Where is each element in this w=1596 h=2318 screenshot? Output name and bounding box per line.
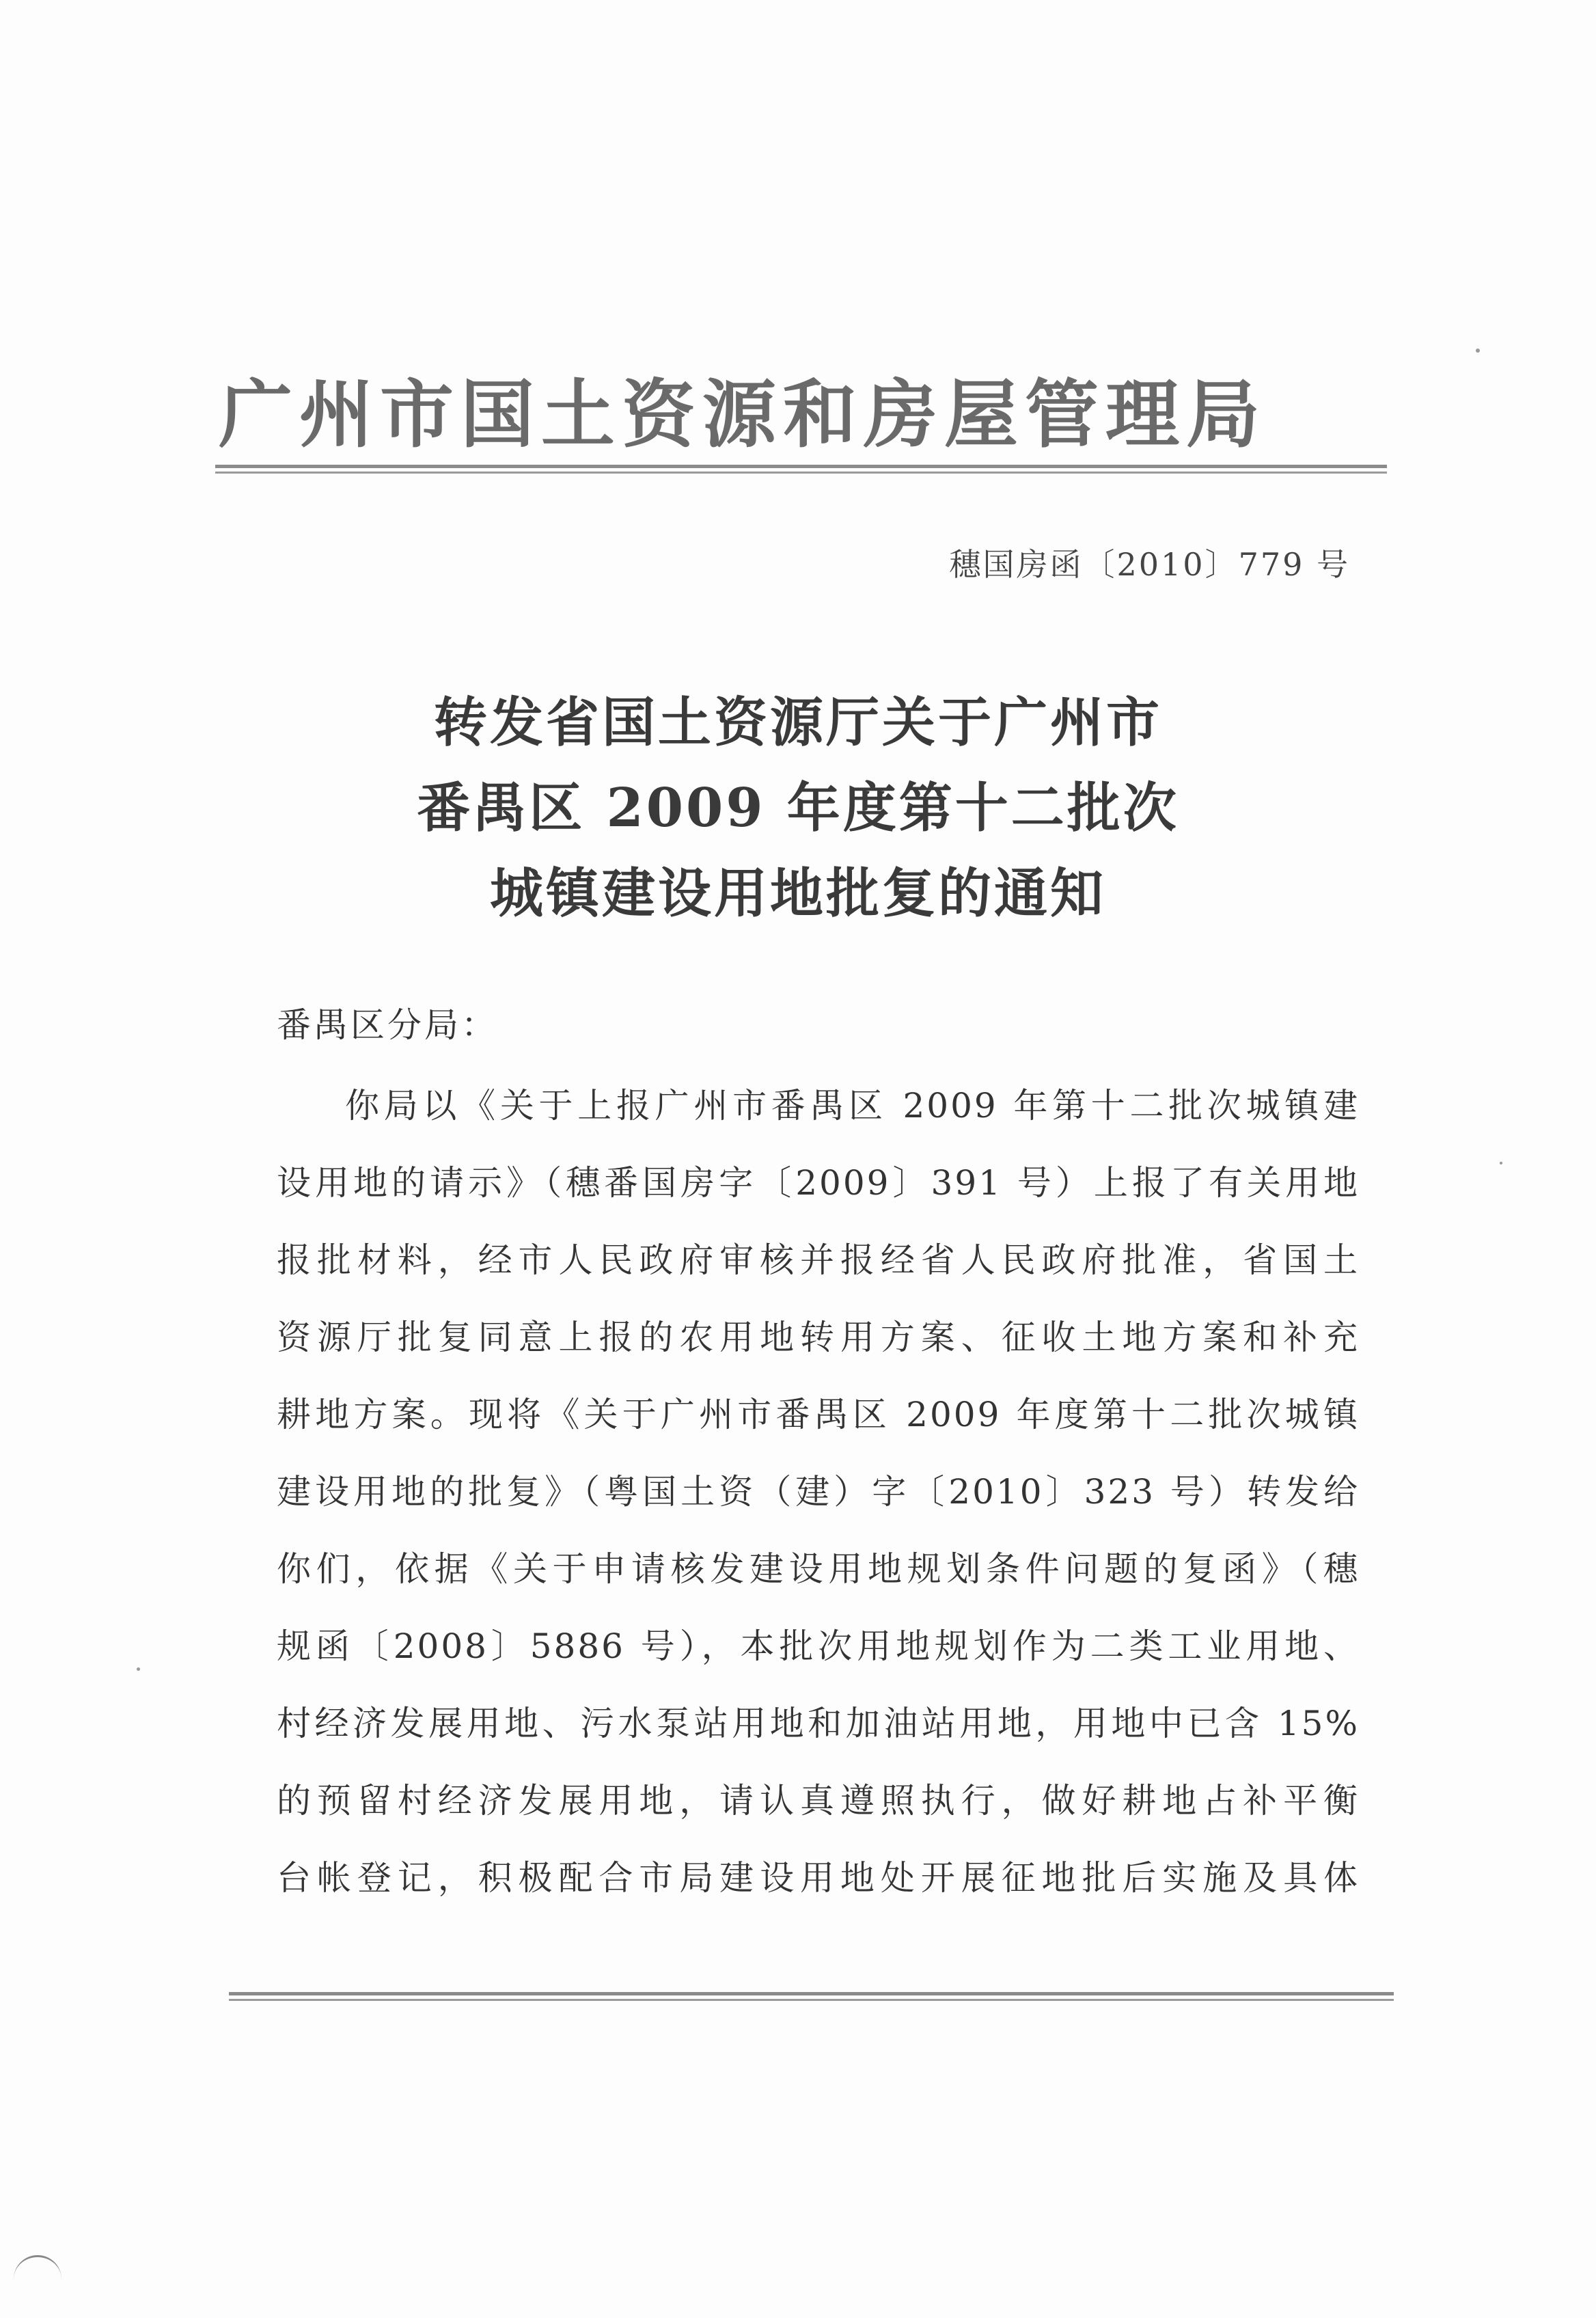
body-line: 的预留村经济发展用地，请认真遵照执行，做好耕地占补平衡 xyxy=(277,1781,1360,1821)
body-text xyxy=(277,1067,1360,1917)
body-line: 建设用地的批复》（粤国土资（建）字〔2010〕323 号）转发给 xyxy=(277,1472,1360,1512)
divider-thick-line xyxy=(215,465,1387,468)
footer-divider xyxy=(229,1992,1394,2004)
scan-edge-mark xyxy=(14,2255,61,2285)
scan-speck xyxy=(1500,1162,1502,1164)
scan-speck xyxy=(137,1667,140,1671)
document-title xyxy=(0,680,1596,936)
body-line: 你们，依据《关于申请核发建设用地规划条件问题的复函》（穗 xyxy=(277,1549,1360,1589)
scan-speck xyxy=(1476,349,1480,353)
divider-thin-line xyxy=(215,472,1387,474)
body-line: 你局以《关于上报广州市番禺区 2009 年第十二批次城镇建 xyxy=(345,1086,1360,1126)
divider-thick-line xyxy=(229,1992,1394,1995)
title-line: 城镇建设用地批复的通知 xyxy=(489,862,1106,925)
body-line: 设用地的请示》（穗番国房字〔2009〕391 号）上报了有关用地 xyxy=(277,1163,1360,1203)
title-line: 转发省国土资源厅关于广州市 xyxy=(433,692,1162,754)
title-line: 番禺区 2009 年度第十二批次 xyxy=(417,777,1179,839)
body-line: 耕地方案。现将《关于广州市番禺区 2009 年度第十二批次城镇 xyxy=(277,1395,1360,1434)
document-number: 穗国房函〔2010〕779 号 xyxy=(949,546,1350,583)
body-line: 规函〔2008〕5886 号），本批次用地规划作为二类工业用地、 xyxy=(277,1626,1360,1666)
body-line: 台帐登记，积极配合市局建设用地处开展征地批后实施及具体 xyxy=(277,1858,1360,1898)
addressee: 番禺区分局： xyxy=(277,1005,498,1045)
letterhead-divider xyxy=(215,465,1387,477)
body-line: 资源厅批复同意上报的农用地转用方案、征收土地方案和补充 xyxy=(277,1318,1360,1357)
letterhead-organization: 广州市国土资源和房屋管理局 xyxy=(219,372,1267,458)
body-line: 村经济发展用地、污水泵站用地和加油站用地，用地中已含 15% xyxy=(277,1704,1360,1743)
divider-thin-line xyxy=(229,1999,1394,2001)
body-line: 报批材料，经市人民政府审核并报经省人民政府批准，省国土 xyxy=(277,1240,1360,1280)
